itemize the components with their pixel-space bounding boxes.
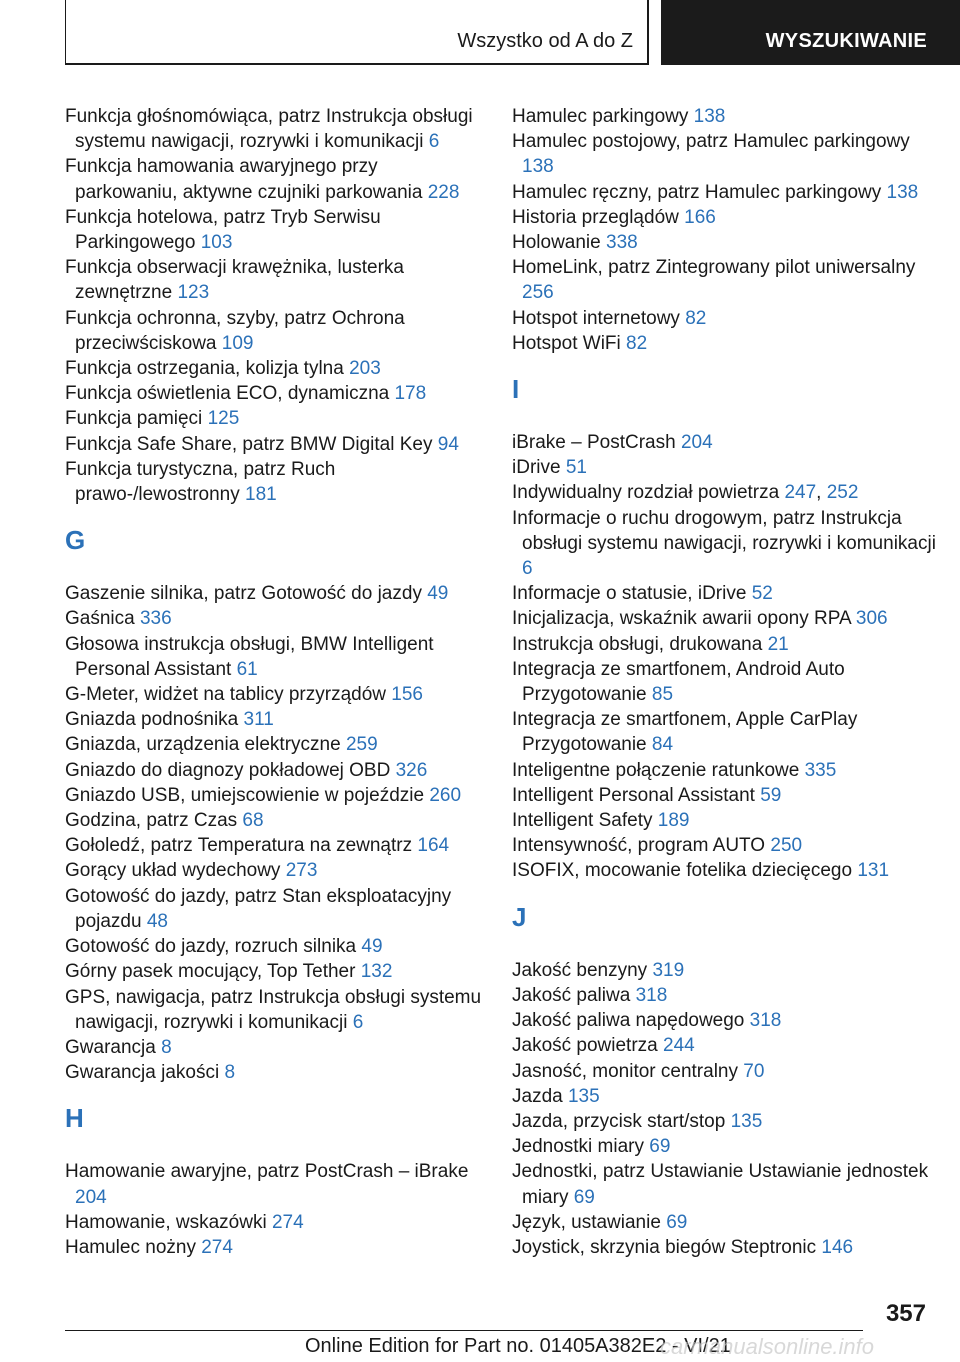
index-entry-term: Gotowość do jazdy, rozruch silnika: [65, 936, 362, 958]
index-entry: [512, 480, 942, 505]
index-letter-heading: I: [512, 374, 520, 405]
page-reference-link[interactable]: 156: [391, 684, 423, 706]
index-entry-term: Hotspot WiFi: [512, 332, 627, 354]
index-entry: [65, 808, 485, 833]
index-entry: [512, 1084, 942, 1109]
index-entry-term: G-Meter, widżet na tablicy przyrządów: [65, 684, 392, 706]
index-entry: [512, 1059, 942, 1084]
page-reference-link[interactable]: 166: [684, 206, 716, 228]
index-entry-term: Integracja ze smartfonem, Android Auto Przygotowanie: [512, 658, 845, 706]
index-entry-term: Jakość powietrza: [512, 1035, 664, 1057]
index-entry-term: Górny pasek mocujący, Top Tether: [65, 961, 361, 983]
index-entry-term: Funkcja hamowania awaryjnego przy parkowaniu, aktywne czujniki parkowania: [65, 156, 428, 203]
index-entry: [65, 1159, 485, 1209]
footer-edition-text: Online Edition for Part no. 01405A382E2 - VI/21: [305, 1335, 731, 1357]
index-entry-term: Hamowanie, wskazówki: [65, 1211, 272, 1233]
index-entry: [65, 457, 485, 507]
index-entry-term: Gorący układ wydechowy: [65, 860, 286, 882]
page-reference-link[interactable]: 6: [428, 131, 440, 153]
index-entry: [512, 958, 942, 983]
index-entry: [65, 833, 485, 858]
index-entry-term: Funkcja hotelowa, patrz Tryb Serwisu Parkingowego: [65, 206, 381, 254]
index-entry: [512, 455, 942, 480]
index-column-left: [65, 104, 485, 1260]
index-entry: [512, 230, 942, 255]
index-entry: [512, 657, 942, 707]
page-reference-link[interactable]: 138: [886, 181, 919, 203]
page-reference-link[interactable]: 204: [75, 1186, 107, 1208]
page-reference-link[interactable]: 138: [522, 156, 554, 178]
index-entry-term: Funkcja głośnomówiąca, patrz Instrukcja obsługi systemu nawigacji, rozrywki i komunikacji: [65, 106, 473, 153]
index-entry-term: Funkcja turystyczna, patrz Ruch prawo-/lewostronny: [65, 458, 336, 506]
index-entry: [65, 356, 485, 381]
page-reference-link[interactable]: 52: [751, 583, 773, 605]
index-entry: [512, 707, 942, 757]
index-entry-term: Holowanie: [512, 232, 606, 254]
index-entry: [512, 430, 942, 455]
page-reference-link[interactable]: 338: [606, 232, 638, 254]
index-entry: [65, 306, 485, 356]
index-entry: [512, 255, 942, 305]
index-entry: [512, 1134, 942, 1159]
index-entry-term: Hamulec parkingowy: [512, 106, 694, 127]
page-reference-link[interactable]: 306: [855, 608, 888, 630]
page-reference-link[interactable]: 252: [826, 482, 859, 504]
page-reference-link[interactable]: 228: [427, 181, 460, 203]
index-entry-term: Gaśnica: [65, 608, 140, 630]
index-entry-term: Gotowość do jazdy, patrz Stan eksploatacyjny pojazdu: [65, 885, 452, 932]
index-entry: [512, 506, 942, 582]
index-entry-term: GPS, nawigacja, patrz Instrukcja obsługi systemu nawigacji, rozrywki i komunikacji: [65, 986, 482, 1033]
index-entry: [512, 581, 942, 606]
page-reference-link[interactable]: 69: [649, 1136, 671, 1158]
page-reference-link[interactable]: 94: [437, 433, 459, 455]
index-entry-term: Inicjalizacja, wskaźnik awarii opony RPA: [512, 608, 856, 630]
index-entry: [65, 934, 485, 959]
page-reference-link[interactable]: 318: [635, 984, 668, 1006]
index-entry-term: Hamowanie awaryjne, patrz PostCrash – iBrake: [65, 1161, 469, 1183]
index-entry-term: Hamulec ręczny, patrz Hamulec parkingowy: [512, 181, 887, 203]
index-entry-term: Jakość benzyny: [512, 959, 653, 981]
page-reference-link[interactable]: 335: [804, 759, 837, 781]
index-entry-term: Funkcja Safe Share, patrz BMW Digital Key: [65, 433, 438, 455]
index-entry: [512, 1109, 942, 1134]
index-entry: [512, 983, 942, 1008]
index-entry: [65, 104, 485, 154]
page-reference-link[interactable]: 311: [243, 709, 274, 731]
page-reference-link[interactable]: 48: [146, 910, 168, 932]
index-entry-term: Funkcja ochronna, szyby, patrz Ochrona przeciwściskowa: [65, 307, 405, 354]
index-entry: [512, 129, 942, 179]
page-reference-link[interactable]: 203: [349, 358, 381, 380]
page-reference-link[interactable]: 244: [663, 1035, 695, 1057]
index-entry: [512, 833, 942, 858]
index-entry: [512, 205, 942, 230]
index-entry-term: Jasność, monitor centralny: [512, 1060, 744, 1082]
index-entry: [65, 985, 485, 1035]
page-reference-link[interactable]: 103: [200, 232, 233, 254]
page-reference-link[interactable]: 70: [743, 1060, 765, 1082]
index-entry: [65, 758, 485, 783]
header-bottom-rule: [65, 63, 649, 65]
index-entry: [65, 406, 485, 431]
header-section-tab-label: Wszystko od A do Z: [457, 30, 633, 52]
index-entry: [65, 432, 485, 457]
index-entry: [65, 707, 485, 732]
index-entry: [65, 581, 485, 606]
index-entry-term: Inteligentne połączenie ratunkowe: [512, 759, 805, 781]
page-reference-link[interactable]: 204: [680, 432, 713, 454]
page-reference-link[interactable]: 49: [361, 936, 383, 958]
page-reference-link[interactable]: 21: [767, 633, 789, 655]
index-entry-term: ISOFIX, mocowanie fotelika dziecięcego: [512, 860, 858, 882]
page-reference-link[interactable]: 69: [666, 1211, 688, 1233]
page-reference-link[interactable]: 181: [245, 484, 277, 506]
page-reference-link[interactable]: 8: [161, 1036, 172, 1058]
index-entry: [65, 381, 485, 406]
page-reference-link[interactable]: 59: [760, 784, 782, 806]
index-entry: [512, 104, 942, 129]
index-entry-term: Historia przeglądów: [512, 206, 685, 228]
index-entry: [512, 306, 942, 331]
header-search-tab[interactable]: [661, 0, 960, 65]
index-entry: [512, 1033, 942, 1058]
index-entry: [65, 1210, 485, 1235]
page-reference-link[interactable]: 319: [652, 959, 685, 981]
page-reference-link[interactable]: 68: [242, 810, 264, 832]
index-entry-term: Godzina, patrz Czas: [65, 810, 243, 832]
page-reference-link[interactable]: 256: [522, 282, 554, 304]
index-entry-term: Gwarancja: [65, 1036, 162, 1058]
index-column-right: [512, 104, 942, 1260]
page-reference-link[interactable]: 164: [417, 835, 450, 857]
index-entry: [65, 682, 485, 707]
index-entry-term: Jazda: [512, 1085, 568, 1107]
index-entry: [65, 1035, 485, 1060]
index-entry-term: Funkcja obserwacji krawężnika, lusterka zewnętrzne: [65, 257, 404, 304]
page-reference-link[interactable]: 6: [352, 1011, 364, 1033]
page-reference-link[interactable]: 131: [857, 860, 890, 882]
header-section-tab[interactable]: [66, 0, 649, 63]
page-number: 357: [885, 1300, 926, 1327]
index-entry-term: Hamulec nożny: [65, 1236, 202, 1258]
index-entry: [65, 884, 485, 934]
index-entry-term: Intensywność, program AUTO: [512, 835, 771, 857]
index-entry: [512, 783, 942, 808]
index-entry: [512, 606, 942, 631]
page-reference-link[interactable]: 250: [770, 835, 803, 857]
index-entry: [65, 1060, 485, 1085]
index-entry-term: Gaszenie silnika, patrz Gotowość do jazdy: [65, 583, 428, 605]
page-reference-link[interactable]: 123: [177, 282, 210, 304]
watermark-logo: carmanualsonline.info: [660, 1334, 875, 1359]
index-entry: [512, 1008, 942, 1033]
page-reference-link[interactable]: 259: [345, 734, 378, 756]
index-entry-term: iBrake – PostCrash: [512, 432, 681, 454]
index-entry-term: Intelligent Personal Assistant: [512, 784, 761, 806]
index-entry-term: Integracja ze smartfonem, Apple CarPlay Przygotowanie: [512, 709, 858, 756]
index-entry-term: Hotspot internetowy: [512, 307, 686, 329]
page-reference-link[interactable]: 336: [139, 608, 172, 630]
index-entry: [65, 205, 485, 255]
index-entry: [512, 758, 942, 783]
page-reference-link[interactable]: 82: [685, 307, 707, 329]
page-ref-separator: ,: [816, 482, 827, 504]
index-entry-term: Gołoledź, patrz Temperatura na zewnątrz: [65, 835, 418, 857]
index-letter-heading: J: [512, 901, 527, 932]
index-entry: [65, 1235, 485, 1260]
page-reference-link[interactable]: 260: [429, 784, 462, 806]
page-reference-link[interactable]: 318: [749, 1010, 782, 1032]
index-entry-term: Jednostki, patrz Ustawianie Ustawianie jednostek miary: [512, 1161, 929, 1208]
index-letter-heading: G: [65, 525, 86, 556]
page-reference-link[interactable]: 135: [730, 1110, 763, 1132]
page-reference-link[interactable]: 69: [573, 1186, 595, 1208]
index-entry: [65, 959, 485, 984]
page-reference-link[interactable]: 189: [657, 810, 690, 832]
index-entry: [512, 331, 942, 356]
footer-rule: [65, 1330, 863, 1331]
page-reference-link[interactable]: 6: [522, 558, 533, 580]
index-entry-term: Gwarancja jakości: [65, 1062, 225, 1084]
page-reference-link[interactable]: 138: [693, 106, 726, 127]
index-entry-term: Jazda, przycisk start/stop: [512, 1110, 731, 1132]
index-entry-term: Jednostki miary: [512, 1136, 650, 1158]
index-entry: [65, 255, 485, 305]
index-entry-term: Informacje o ruchu drogowym, patrz Instrukcja obsługi systemu nawigacji, rozrywki i komunikacji: [512, 507, 936, 554]
index-entry: [512, 632, 942, 657]
page-reference-link[interactable]: 273: [285, 860, 318, 882]
index-letter-heading: H: [65, 1103, 84, 1134]
page-reference-link[interactable]: 132: [360, 961, 393, 983]
index-entry: [512, 808, 942, 833]
index-entry-term: Jakość paliwa napędowego: [512, 1010, 750, 1032]
index-entry-term: iDrive: [512, 457, 566, 479]
page-reference-link[interactable]: 146: [821, 1236, 854, 1258]
page-reference-link[interactable]: 49: [427, 583, 449, 605]
page-reference-link[interactable]: 8: [224, 1062, 236, 1084]
index-entry-term: Gniazdo USB, umiejscowienie w pojeździe: [65, 784, 430, 806]
index-entry-term: Funkcja oświetlenia ECO, dynamiczna: [65, 383, 395, 405]
index-entry-term: Język, ustawianie: [512, 1211, 667, 1233]
page-reference-link[interactable]: 178: [394, 383, 427, 405]
index-entry: [65, 606, 485, 631]
index-entry-term: Funkcja ostrzegania, kolizja tylna: [65, 358, 350, 380]
page-reference-link[interactable]: 82: [626, 332, 648, 354]
page-reference-link[interactable]: 274: [271, 1211, 304, 1233]
header-search-tab-label: WYSZUKIWANIE: [765, 30, 927, 52]
index-entry: [65, 783, 485, 808]
index-entry-term: Głosowa instrukcja obsługi, BMW Intelligent Personal Assistant: [65, 633, 434, 680]
page-reference-link[interactable]: 135: [567, 1085, 600, 1107]
index-entry-term: Informacje o statusie, iDrive: [512, 583, 752, 605]
page-reference-link[interactable]: 51: [565, 457, 587, 479]
index-entry-term: Hamulec postojowy, patrz Hamulec parkingowy: [512, 131, 910, 153]
page-reference-link[interactable]: 125: [207, 408, 240, 430]
index-entry-term: Gniazda podnośnika: [65, 709, 244, 731]
page-reference-link[interactable]: 274: [201, 1236, 233, 1258]
index-entry-term: HomeLink, patrz Zintegrowany pilot uniwersalny: [512, 257, 916, 279]
index-entry-term: Instrukcja obsługi, drukowana: [512, 633, 768, 655]
page-reference-link[interactable]: 84: [651, 734, 674, 756]
index-entry: [512, 1159, 942, 1209]
index-entry-term: Joystick, skrzynia biegów Steptronic: [512, 1236, 822, 1258]
index-entry: [65, 732, 485, 757]
index-entry: [512, 180, 942, 205]
index-entry-term: Funkcja pamięci: [65, 408, 208, 430]
index-entry: [65, 858, 485, 883]
index-entry-term: Indywidualny rozdział powietrza: [512, 482, 785, 504]
index-entry: [65, 154, 485, 204]
page-reference-link[interactable]: 247: [784, 482, 817, 504]
index-entry-term: Jakość paliwa: [512, 984, 636, 1006]
index-entry: [512, 1210, 942, 1235]
page-reference-link[interactable]: 85: [651, 684, 674, 706]
page-reference-link[interactable]: 326: [395, 759, 428, 781]
index-entry-term: Gniazdo do diagnozy pokładowej OBD: [65, 759, 396, 781]
page-reference-link[interactable]: 109: [221, 332, 254, 354]
index-entry: [65, 632, 485, 682]
index-entry-term: Intelligent Safety: [512, 810, 658, 832]
index-entry: [512, 858, 942, 883]
index-entry: [512, 1235, 942, 1260]
page-reference-link[interactable]: 61: [236, 658, 258, 680]
index-entry-term: Gniazda, urządzenia elektryczne: [65, 734, 346, 756]
